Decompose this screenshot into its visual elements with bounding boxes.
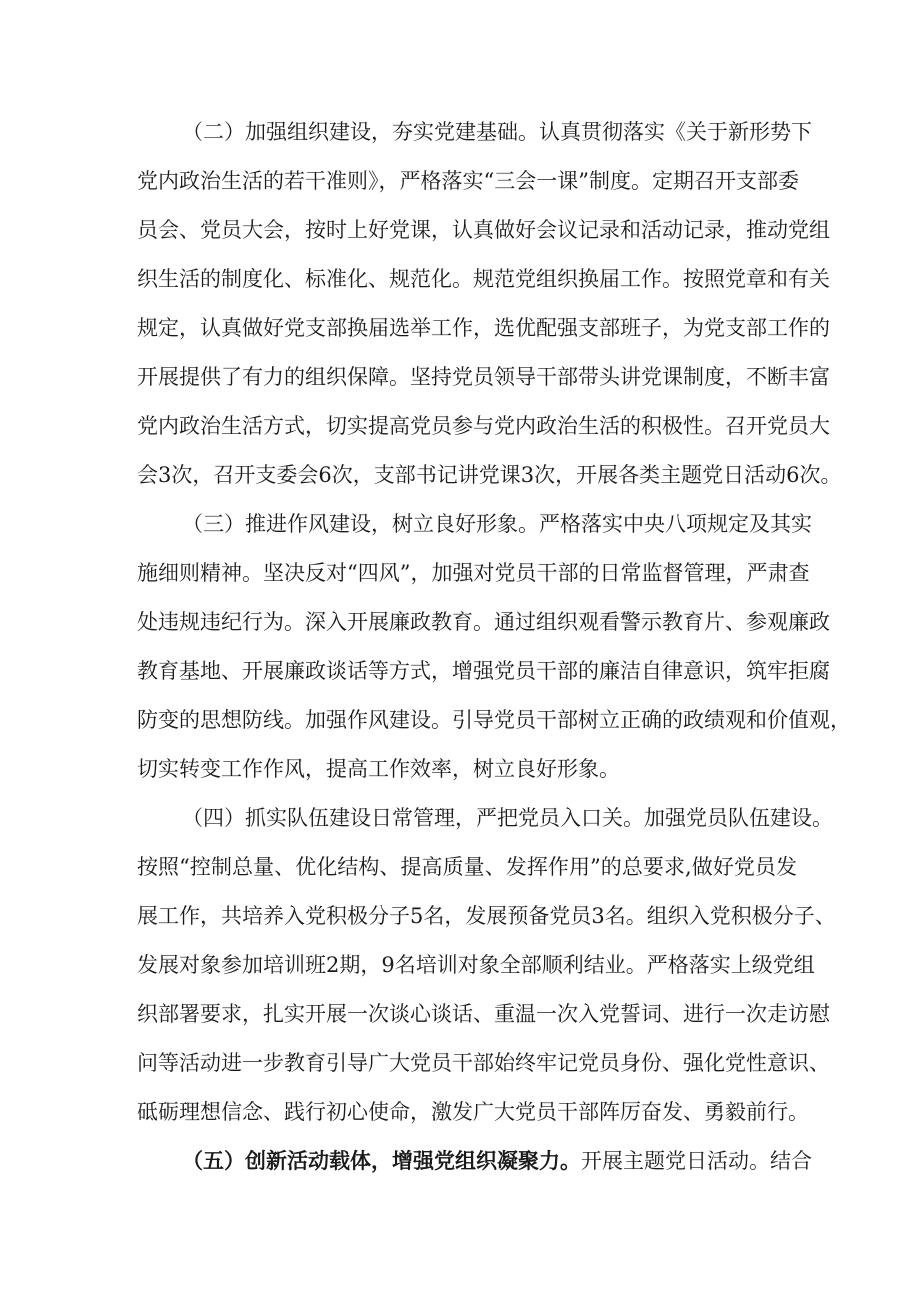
paragraph-3-line-4: 教育基地、开展廉政谈话等方式，增强党员干部的廉洁自律意识，筑牢拒腐: [137, 659, 830, 683]
paragraph-5-text: 开展主题党日活动。结合: [581, 1149, 812, 1173]
paragraph-2-line-4: 织生活的制度化、标准化、规范化。规范党组织换届工作。按照党章和有关: [137, 267, 830, 291]
paragraph-4-line-6: 问等活动进一步教育引导广大党员干部始终牢记党员身份、强化党性意识、: [137, 1051, 830, 1075]
paragraph-4-line-3: 展工作，共培养入党积极分子5名，发展预备党员3名。组织入党积极分子、: [137, 904, 836, 928]
paragraph-2-line-8: 会3次，召开支委会6次，支部书记讲党课3次，开展各类主题党日活动6次。: [137, 463, 842, 487]
paragraph-3-line-6: 切实转变工作作风，提高工作效率，树立良好形象。: [137, 757, 620, 781]
paragraph-2-line-2: 党内政治生活的若干准则》，严格落实“三会一课”制度。定期召开支部委: [137, 169, 799, 193]
paragraph-3-line-1: （三）推进作风建设，树立良好形象。严格落实中央八项规定及其实: [182, 512, 812, 536]
paragraph-4-line-5: 织部署要求，扎实开展一次谈心谈话、重温一次入党誓词、进行一次走访慰: [137, 1002, 830, 1026]
paragraph-2-line-7: 党内政治生活方式，切实提高党员参与党内政治生活的积极性。召开党员大: [137, 414, 830, 438]
paragraph-5-heading: （五）创新活动载体，增强党组织凝聚力。: [182, 1148, 581, 1173]
paragraph-4-line-1: （四）抓实队伍建设日常管理，严把党员入口关。加强党员队伍建设。: [182, 806, 833, 830]
paragraph-2-line-1: （二）加强组织建设，夯实党建基础。认真贯彻落实《关于新形势下: [182, 120, 812, 144]
paragraph-2-line-3: 员会、党员大会，按时上好党课，认真做好会议记录和活动记录，推动党组: [137, 218, 830, 242]
paragraph-4-line-2: 按照“控制总量、优化结构、提高质量、发挥作用”的总要求,做好党员发: [137, 855, 797, 879]
paragraph-3-line-5: 防变的思想防线。加强作风建设。引导党员干部树立正确的政绩观和价值观，: [137, 708, 851, 732]
paragraph-2-line-6: 开展提供了有力的组织保障。坚持党员领导干部带头讲党课制度，不断丰富: [137, 365, 830, 389]
paragraph-4-line-4: 发展对象参加培训班2期，9名培训对象全部顺利结业。严格落实上级党组: [137, 953, 815, 977]
paragraph-2-line-5: 规定，认真做好党支部换届选举工作，选优配强支部班子，为党支部工作的: [137, 316, 830, 340]
paragraph-3-line-3: 处违规违纪行为。深入开展廉政教育。通过组织观看警示教育片、参观廉政: [137, 610, 830, 634]
paragraph-5-line-1: [182, 1147, 812, 1175]
paragraph-4-line-7: 砥砺理想信念、践行初心使命，激发广大党员干部阵厉奋发、勇毅前行。: [137, 1100, 809, 1124]
paragraph-3-line-2: 施细则精神。坚决反对“四风”，加强对党员干部的日常监督管理，严肃查: [137, 561, 810, 585]
